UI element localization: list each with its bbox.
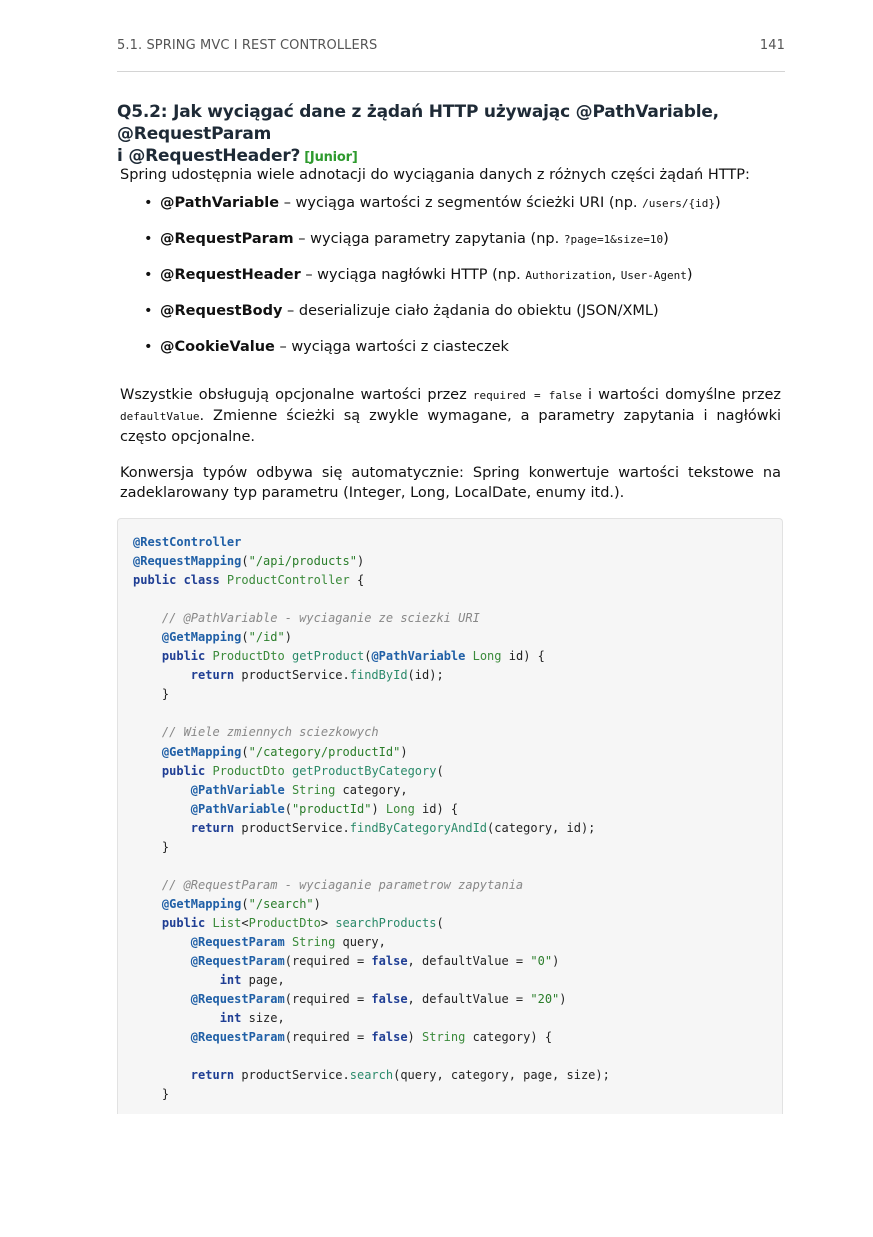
code-line [133,933,782,952]
code-token: @RequestParam [190,954,285,969]
annotation-desc: – wyciąga nagłówki HTTP (np. [300,267,526,283]
inline-code: Authorization [525,269,612,282]
code-line [133,590,782,609]
running-header [117,38,785,53]
code-token [133,916,162,930]
code-token: // @PathVariable - wyciaganie ze sciezki URI [161,611,480,626]
code-line [133,647,782,666]
code-token: public [161,649,213,664]
code-token: (required = [284,1030,372,1045]
inline-code: required = false [472,389,582,402]
code-token [133,764,162,778]
defaults-paragraph [120,385,781,447]
code-token: @RequestParam [190,1030,285,1045]
code-token: query, [335,934,386,949]
page-number: 141 [759,38,785,53]
code-token: // @RequestParam - wyciaganie parametrow zapytania [161,877,524,892]
annotation-name: @RequestBody [160,303,283,319]
text-run: Wszystkie obsługują opcjonalne wartości przez [120,387,473,403]
code-token: { [349,573,365,588]
inline-code: defaultValue [120,410,200,423]
code-token: "/category/productId" [248,744,401,759]
code-token: } [133,687,170,702]
code-token [133,1068,191,1082]
code-token: (required = [284,954,372,969]
code-token: ) [407,1030,422,1045]
answer-body [120,165,781,503]
code-token: Long [385,801,415,816]
text-run: i wartości domyślne przez [581,387,781,403]
code-token: "/id" [248,630,285,645]
code-token: search [349,1068,394,1083]
code-token: < [241,915,249,930]
annotation-name: @RequestParam [160,231,294,247]
code-token: productService. [241,668,350,683]
code-line [133,952,782,971]
section-title: 5.1. SPRING MVC I REST CONTROLLERS [117,38,378,53]
code-line [133,800,782,819]
code-token: ) [356,554,365,569]
code-token: ProductDto [248,915,321,930]
code-token: findByCategoryAndId [349,820,488,835]
code-token: id) { [501,649,545,664]
annotation-desc-end: ) [663,231,669,247]
code-token: ) [559,992,567,1007]
annotation-desc: – deserializuje ciało żądania do obiektu (JSON/XML) [282,303,659,319]
inline-code: /users/{id} [642,197,715,210]
code-token: @GetMapping [161,630,242,645]
code-token [133,992,191,1006]
code-token [133,630,162,644]
code-line [133,762,782,781]
code-token: String [422,1030,466,1045]
code-token: id) { [414,801,459,816]
code-token: getProductByCategory [291,763,437,778]
code-token: (required = [284,992,372,1007]
code-token: } [133,839,170,854]
question-title-text: i @RequestHeader? [117,146,301,166]
annotation-list [120,193,781,373]
code-token: public [161,915,213,930]
code-line [133,533,782,552]
code-line [133,1009,782,1028]
code-token: ProductController [226,573,350,588]
code-token: (query, category, page, size); [393,1068,610,1083]
inline-code: User-Agent [620,269,687,282]
code-token [133,935,191,949]
code-line [133,990,782,1009]
question-title-line-1: Q5.2: Jak wyciągać dane z żądań HTTP używając @PathVariable, @RequestParam [117,102,719,144]
code-token: public [161,763,213,778]
code-token: ) [400,744,408,759]
code-token: searchProducts [335,915,437,930]
annotation-name: @PathVariable [160,195,280,211]
code-token [133,802,191,816]
code-line [133,609,782,628]
code-line [133,723,782,742]
header-divider [117,71,785,72]
code-line [133,1066,782,1085]
code-token: (id); [407,668,444,683]
annotation-desc: – wyciąga wartości z segmentów ścieżki URI (np. [279,195,643,211]
question-title [117,101,797,169]
code-token: ( [241,744,249,759]
list-item [120,265,781,301]
list-item [120,337,781,373]
intro-paragraph: Spring udostępnia wiele adnotacji do wyciągania danych z różnych części żądań HTTP: [120,167,750,183]
code-line [133,666,782,685]
annotation-name: @RequestHeader [160,267,301,283]
code-token: String [291,782,336,797]
code-line [133,571,782,590]
code-token: ( [436,915,444,930]
code-token: category, [335,782,408,797]
code-token: ) [313,896,321,911]
code-line [133,685,782,704]
code-line [133,895,782,914]
code-token [133,1030,191,1044]
code-token: findById [349,668,408,683]
level-badge: [Junior] [304,150,358,165]
code-token: // Wiele zmiennych sciezkowych [161,725,379,740]
text-run: . Zmienne ścieżki są zwykle wymagane, a parametry zapytania i nagłówki często opcjonalne. [120,408,781,445]
code-token [133,649,162,663]
code-token: @GetMapping [161,744,242,759]
code-token: int [219,1011,249,1026]
code-token: Long [472,649,502,664]
code-token: ( [284,801,292,816]
code-token [133,745,162,759]
code-token: } [133,1087,170,1102]
code-token: return [190,1068,242,1083]
code-token: ) [284,630,292,645]
code-token [133,954,191,968]
code-token: "productId" [291,801,372,816]
code-line [133,552,782,571]
code-line [133,628,782,647]
code-token: @PathVariable [190,782,292,797]
code-token: ( [436,763,444,778]
code-token [133,878,162,892]
code-token: getProduct [291,649,365,664]
code-token: false [371,992,408,1007]
code-token [133,611,162,625]
list-item [120,193,781,229]
conversion-paragraph: Konwersja typów odbywa się automatycznie: Spring konwertuje wartości tekstowe na zadeklarowany typ parametru (Integer, Long, LocalDate, enumy itd.). [120,465,781,501]
code-token: "20" [530,992,560,1007]
annotation-desc-end: ) [686,267,693,283]
code-token: ( [241,630,249,645]
code-line [133,819,782,838]
code-token: false [371,954,408,969]
code-token [133,897,162,911]
code-token: productService. [241,1068,350,1083]
code-token: @RequestParam [190,992,285,1007]
code-token: ProductDto [212,649,292,664]
code-token: @RequestParam [190,934,292,949]
code-token: page, [248,973,285,988]
code-token [133,821,191,835]
code-token: @GetMapping [161,896,242,911]
code-line [133,1047,782,1066]
code-token: false [371,1030,408,1045]
code-token: ) [552,954,560,969]
code-token [133,1011,220,1025]
inline-code: ?page=1&size=10 [563,233,664,246]
code-token: "/search" [248,896,314,911]
annotation-name: @CookieValue [160,339,275,355]
code-line [133,838,782,857]
annotation-desc: – wyciąga parametry zapytania (np. [293,231,564,247]
code-token: productService. [241,820,350,835]
code-line [133,1085,782,1104]
code-token: List [212,915,242,930]
code-token: return [190,820,242,835]
list-item [120,229,781,265]
code-token: @PathVariable [190,801,285,816]
code-token [133,668,191,682]
code-token: "/api/products" [248,554,357,569]
code-token: @PathVariable [371,649,473,664]
annotation-desc-end: ) [715,195,721,211]
code-line [133,743,782,762]
code-token: public class [133,573,227,588]
code-token: @RestController [133,535,242,549]
code-line [133,704,782,723]
code-token [133,973,220,987]
code-line [133,914,782,933]
list-item [120,301,781,337]
code-token: ProductDto [212,763,292,778]
code-token: (category, id); [487,820,596,835]
code-token: ( [241,896,249,911]
code-block [117,518,783,1114]
code-token: , defaultValue = [407,992,531,1007]
code-token: > [320,915,336,930]
code-token: size, [248,1011,285,1026]
code-token: "0" [530,954,553,969]
code-token [133,725,162,739]
code-token: return [190,668,242,683]
code-token: int [219,973,249,988]
code-line [133,971,782,990]
code-token: String [291,934,336,949]
code-line [133,781,782,800]
code-token: ( [241,554,249,569]
code-line [133,857,782,876]
code-token: category) { [465,1030,553,1045]
code-token: ) [371,801,386,816]
code-token: @RequestMapping [133,554,242,569]
code-token: , defaultValue = [407,954,531,969]
code-token [133,783,191,797]
annotation-sep: , [611,267,621,283]
code-line [133,876,782,895]
code-token: ( [364,649,372,664]
code-line [133,1028,782,1047]
annotation-desc: – wyciąga wartości z ciasteczek [274,339,509,355]
